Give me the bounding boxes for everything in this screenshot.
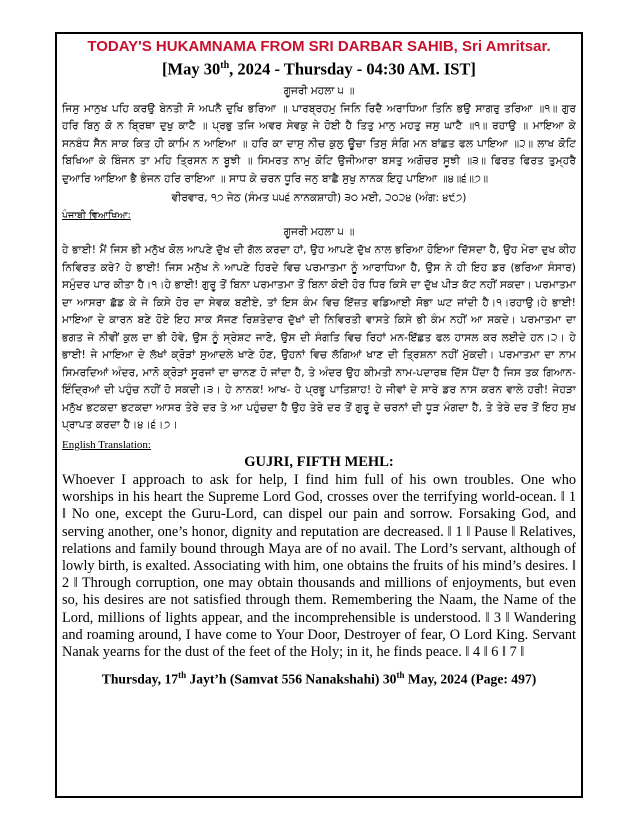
english-heading: GUJRI, FIFTH MEHL: xyxy=(244,453,394,470)
date-header-sup: th xyxy=(220,60,230,71)
footer-part2: Jayt’h (Samvat 556 Nanakshahi) 30 xyxy=(186,671,397,687)
english-translation-label: English Translation: xyxy=(62,438,151,451)
english-translation-text: Whoever I approach to ask for help, I find him full of his own troubles. One who worships in his heart the Supreme Lord God, crosses over the terrifying world-ocean. ‖ 1 ‖ No one, except the Guru-Lord, can dispel our pain and sorrow. Forsaking God, and serving another, one’s honor, dignity and reputation are decreased. ‖ 1 ‖ Pause ‖ Relatives, relations and family bound through Maya are of no avail. The Lord’s servant, although of lowly birth, is exalted. Associating with him, one obtains the fruits of his mind’s desires. ‖ 2 ‖ Through corruption, one may obtain thousands and millions of enjoyments, but even so, his desires are not satisfied through them. Remembering the Naam, the Name of the Lord, millions of lights appear, and the incomprehensible is understood. ‖ 3 ‖ Wandering and roaming around, I have come to Your Door, Destroyer of fear, O Lord King. Servant Nanak yearns for the dust of the feet of the Holy; in it, he finds peace. ‖ 4 ‖ 6 ‖ 7 ‖ xyxy=(62,471,576,660)
punjabi-explanation-text: ਹੇ ਭਾਈ! ਮੈਂ ਜਿਸ ਭੀ ਮਨੁੱਖ ਕੋਲ ਆਪਣੇ ਦੁੱਖ ਦੀ ਗੱਲ ਕਰਦਾ ਹਾਂ, ਉਹ ਆਪਣੇ ਦੁੱਖ ਨਾਲ ਭਰਿਆ ਹੋਇਆ ਦਿੱਸਦਾ ਹੈ, ਉਹ ਮੇਰਾ ਦੁਖ ਕੀਹ ਨਿਵਿਰਤ ਕਰੇ? ਹੇ ਭਾਈ! ਜਿਸ ਮਨੁੱਖ ਨੇ ਆਪਣੇ ਹਿਰਦੇ ਵਿਚ ਪਰਮਾਤਮਾ ਨੂੰ ਆਰਾਧਿਆ ਹੈ, ਉਸ ਨੇ ਹੀ ਇਹ ਡਰ (ਭਰਿਆ ਸੰਸਾਰ) ਸਮੁੰਦਰ ਪਾਰ ਕੀਤਾ ਹੈ।੧।ਹੇ ਭਾਈ! ਗੁਰੂ ਤੋਂ ਬਿਨਾ ਪਰਮਾਤਮਾ ਤੋਂ ਬਿਨਾ ਕੋਈ ਹੋਰ ਧਿਰ ਕਿਸੇ ਦਾ ਦੁੱਖ ਪੀੜ ਕੱਟ ਨਹੀਂ ਸਕਦਾ। ਪਰਮਾਤਮਾ ਦਾ ਆਸਰਾ ਛੱਡ ਕੇ ਜੇ ਕਿਸੇ ਹੋਰ ਦਾ ਸੇਵਕ ਬਣੀਏ, ਤਾਂ ਇਸ ਕੰਮ ਵਿਚ ਇੱਜ਼ਤ ਵਡਿਆਈ ਸੋਭਾ ਘਟ ਜਾਂਦੀ ਹੈ।੧।ਰਹਾਉ।ਹੇ ਭਾਈ! ਮਾਇਆ ਦੇ ਕਾਰਨ ਬਣੇ ਹੋਏ ਇਹ ਸਾਕ ਸੱਜਣ ਰਿਸ਼ਤੇਦਾਰ ਦੁੱਖਾਂ ਦੀ ਨਿਵਿਰਤੀ ਵਾਸਤੇ ਕਿਸੇ ਭੀ ਕੰਮ ਨਹੀਂ ਆ ਸਕਦੇ। ਪਰਮਾਤਮਾ ਦਾ ਭਗਤ ਜੇ ਨੀਵੀਂ ਕੁਲ ਦਾ ਭੀ ਹੋਵੇ, ਉਸ ਨੂੰ ਸ੍ਰੇਸ਼ਟ ਜਾਣੋ, ਉਸ ਦੀ ਸੰਗਤਿ ਵਿਚ ਰਿਹਾਂ ਮਨ-ਇੱਛਤ ਫਲ ਹਾਸਲ ਕਰ ਲਈਦੇ ਹਨ।੨। ਹੇ ਭਾਈ! ਜੇ ਮਾਇਆ ਦੇ ਲੱਖਾਂ ਕ੍ਰੋੜਾਂ ਸੁਆਦਲੇ ਖਾਣੇ ਹੋਣ, ਉਹਨਾਂ ਵਿਚ ਲੱਗਿਆਂ ਖਾਣ ਦੀ ਤ੍ਰਿਸ਼ਨਾ ਨਹੀਂ ਮੁੱਕਦੀ। ਪਰਮਾਤਮਾ ਦਾ ਨਾਮ ਸਿਮਰਦਿਆਂ ਅੰਦਰ, ਮਾਨੋ ਕ੍ਰੋੜਾਂ ਸੂਰਜਾਂ ਦਾ ਚਾਨਣ ਹੋ ਜਾਂਦਾ ਹੈ, ਤੇ ਅੰਦਰ ਉਹ ਕੀਮਤੀ ਨਾਮ-ਪਦਾਰਥ ਦਿੱਸ ਪੈਂਦਾ ਹੈ ਜਿਸ ਤਕ ਗਿਆਨ-ਇੰਦ੍ਰਿਆਂ ਦੀ ਪਹੁੰਚ ਨਹੀਂ ਹੋ ਸਕਦੀ।੩। ਹੇ ਨਾਨਕ! ਆਖ- ਹੇ ਪ੍ਰਭੂ ਪਾਤਿਸ਼ਾਹ! ਹੇ ਜੀਵਾਂ ਦੇ ਸਾਰੇ ਡਰ ਨਾਸ ਕਰਨ ਵਾਲੇ ਹਰੀ! ਜੇਹੜਾ ਮਨੁੱਖ ਭਟਕਦਾ ਭਟਕਦਾ ਆਸਰ ਤੇਰੇ ਦਰ ਤੇ ਆ ਪਹੁੰਚਦਾ ਹੈ ਉਹ ਤੇਰੇ ਦਰ ਤੋਂ ਗੁਰੂ ਦੇ ਚਰਨਾਂ ਦੀ ਧੂੜ ਮੰਗਦਾ ਹੈ, ਤੇ ਤੇਰੇ ਦਰ ਤੋਂ ਇਹ ਸੁਖ ਪ੍ਰਾਪਤ ਕਰਦਾ ਹੈ।੪।੬।੭। xyxy=(62,244,576,432)
footer-part1: Thursday, 17 xyxy=(101,671,179,687)
footer-sup1: th xyxy=(178,670,187,681)
date-header-post: , 2024 - Thursday - 04:30 AM. IST] xyxy=(229,59,476,79)
punjabi-date-line: ਵੀਰਵਾਰ, ੧੭ ਜੇਠ (ਸੰਮਤ ੫੫੬ ਨਾਨਕਸ਼ਾਹੀ) ੩੦ ਮਈ, ੨੦੨੪ (ਅੰਗ: ੪੯੭) xyxy=(171,192,467,205)
document-frame xyxy=(55,32,583,798)
hukamnama-text: ਜਿਸੁ ਮਾਨੁਖ ਪਹਿ ਕਰਉ ਬੇਨਤੀ ਸੋ ਅਪਨੈ ਦੁਖਿ ਭਰਿਆ ॥ ਪਾਰਬ੍ਰਹਮੁ ਜਿਨਿ ਰਿਦੈ ਅਰਾਧਿਆ ਤਿਨਿ ਭਉ ਸਾਗਰੁ ਤਰਿਆ ॥੧॥ ਗੁਰ ਹਰਿ ਬਿਨੁ ਕੋ ਨ ਬ੍ਰਿਥਾ ਦੁਖੁ ਕਾਟੈ ॥ ਪ੍ਰਭੁ ਤਜਿ ਅਵਰ ਸੇਵਕੁ ਜੇ ਹੋਈ ਹੈ ਤਿਤੁ ਮਾਨੁ ਮਹਤੁ ਜਸੁ ਘਾਟੈ ॥੧॥ ਰਹਾਉ ॥ ਮਾਇਆ ਕੇ ਸਨਬੰਧ ਸੈਨ ਸਾਕ ਕਿਤ ਹੀ ਕਾਮਿ ਨ ਆਇਆ ॥ ਹਰਿ ਕਾ ਦਾਸੁ ਨੀਚ ਕੁਲੁ ਊਚਾ ਤਿਸੁ ਸੰਗਿ ਮਨ ਬਾਂਛਤ ਫਲ ਪਾਇਆ ॥੨॥ ਲਾਖ ਕੋਟਿ ਬਿਖਿਆ ਕੇ ਬਿੰਜਨ ਤਾ ਮਹਿ ਤ੍ਰਿਸਨ ਨ ਬੂਝੀ ॥ ਸਿਮਰਤ ਨਾਮੁ ਕੋਟਿ ਉਜੀਆਰਾ ਬਸਤੁ ਅਗੋਚਰ ਸੂਝੀ ॥੩॥ ਫਿਰਤ ਫਿਰਤ ਤੁਮ੍ਹਰੈ ਦੁਆਰਿ ਆਇਆ ਭੈ ਭੰਜਨ ਹਰਿ ਰਾਇਆ ॥ ਸਾਧ ਕੇ ਚਰਨ ਧੂਰਿ ਜਨੁ ਬਾਛੈ ਸੁਖੁ ਨਾਨਕ ਇਹੁ ਪਾਇਆ ॥੪॥੬॥੭॥ xyxy=(62,102,576,185)
hukamnama-heading: ਗੂਜਰੀ ਮਹਲਾ ੫ ॥ xyxy=(283,84,355,97)
date-header xyxy=(62,56,576,80)
explanation-heading: ਗੂਜਰੀ ਮਹਲਾ ੫ ॥ xyxy=(283,226,355,239)
footer-date xyxy=(62,667,576,688)
punjabi-explanation-label: ਪੰਜਾਬੀ ਵਿਆਖਿਆ: xyxy=(62,210,131,222)
footer-sup2: th xyxy=(396,670,405,681)
date-header-pre: [May 30 xyxy=(162,59,221,79)
page-title: TODAY'S HUKAMNAMA FROM SRI DARBAR SAHIB, Sri Amritsar. xyxy=(87,38,551,55)
footer-part3: May, 2024 (Page: 497) xyxy=(404,671,537,687)
